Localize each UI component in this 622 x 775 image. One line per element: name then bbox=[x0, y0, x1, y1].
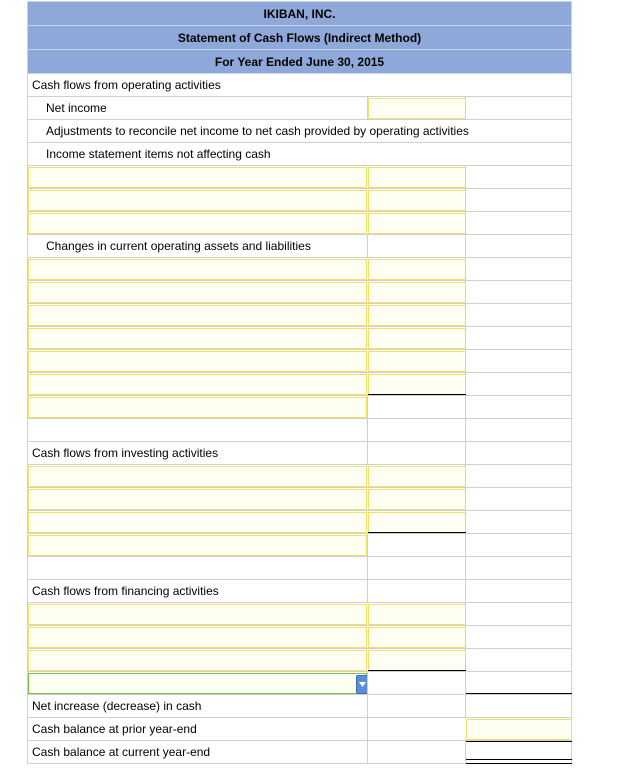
current-change-row bbox=[27, 304, 572, 327]
current-change-amount-input[interactable] bbox=[368, 259, 466, 280]
operating-spacer-row bbox=[27, 419, 572, 442]
current-change-input[interactable] bbox=[28, 328, 367, 349]
current-change-amount-input[interactable] bbox=[368, 351, 466, 372]
financing-item-amount-input[interactable] bbox=[368, 627, 466, 648]
investing-item-input[interactable] bbox=[28, 466, 367, 487]
investing-total-row bbox=[27, 534, 572, 557]
investing-spacer-row bbox=[27, 557, 572, 580]
financing-item-input[interactable] bbox=[28, 650, 367, 671]
current-change-input[interactable] bbox=[28, 282, 367, 303]
non-cash-item-input[interactable] bbox=[28, 213, 367, 234]
statement-period: For Year Ended June 30, 2015 bbox=[27, 49, 572, 74]
net-change-label: Net increase (decrease) in cash bbox=[32, 699, 202, 713]
prior-balance-amount-input[interactable] bbox=[466, 719, 572, 740]
investing-item-row bbox=[27, 511, 572, 534]
current-change-input[interactable] bbox=[28, 374, 367, 395]
investing-item-input[interactable] bbox=[28, 489, 367, 510]
current-balance-row bbox=[27, 741, 572, 764]
non-cash-heading: Income statement items not affecting cash bbox=[46, 147, 271, 161]
non-cash-item-input[interactable] bbox=[28, 167, 367, 188]
financing-item-amount-input[interactable] bbox=[368, 604, 466, 625]
financing-heading-row bbox=[27, 580, 572, 603]
financing-item-input[interactable] bbox=[28, 627, 367, 648]
non-cash-item-row bbox=[27, 189, 572, 212]
operating-heading: Cash flows from operating activities bbox=[32, 78, 221, 92]
investing-item-row bbox=[27, 465, 572, 488]
current-change-input[interactable] bbox=[28, 351, 367, 372]
financing-total-row bbox=[27, 672, 572, 695]
non-cash-item-row bbox=[27, 212, 572, 235]
current-change-row bbox=[27, 258, 572, 281]
current-change-amount-input[interactable] bbox=[368, 282, 466, 303]
investing-heading-row bbox=[27, 442, 572, 465]
financing-heading: Cash flows from financing activities bbox=[32, 584, 219, 598]
non-cash-item-amount-input[interactable] bbox=[368, 213, 466, 234]
current-change-row bbox=[27, 350, 572, 373]
investing-total-label-input[interactable] bbox=[28, 535, 367, 556]
financing-item-row bbox=[27, 603, 572, 626]
current-change-amount-input[interactable] bbox=[368, 374, 466, 395]
investing-item-amount-input[interactable] bbox=[368, 512, 466, 533]
financing-total-select[interactable] bbox=[28, 673, 367, 694]
financing-item-row bbox=[27, 649, 572, 672]
cash-flow-statement bbox=[27, 1, 572, 764]
adjustments-row bbox=[27, 120, 572, 143]
investing-item-amount-input[interactable] bbox=[368, 489, 466, 510]
company-name: IKIBAN, INC. bbox=[27, 1, 572, 25]
investing-item-amount-input[interactable] bbox=[368, 466, 466, 487]
operating-total-row bbox=[27, 396, 572, 419]
statement-title: Statement of Cash Flows (Indirect Method) bbox=[27, 25, 572, 49]
non-cash-item-amount-input[interactable] bbox=[368, 167, 466, 188]
non-cash-item-input[interactable] bbox=[28, 190, 367, 211]
chevron-down-icon bbox=[359, 682, 366, 687]
financing-item-amount-input[interactable] bbox=[368, 650, 466, 671]
current-change-amount-input[interactable] bbox=[368, 305, 466, 326]
net-change-row bbox=[27, 695, 572, 718]
current-change-row bbox=[27, 281, 572, 304]
non-cash-item-row bbox=[27, 166, 572, 189]
current-change-row bbox=[27, 327, 572, 350]
net-income-label: Net income bbox=[46, 101, 107, 115]
current-change-input[interactable] bbox=[28, 305, 367, 326]
current-change-input[interactable] bbox=[28, 259, 367, 280]
current-change-row bbox=[27, 373, 572, 396]
adjustments-label: Adjustments to reconcile net income to net cash provided by operating activities bbox=[46, 124, 469, 138]
investing-item-input[interactable] bbox=[28, 512, 367, 533]
net-income-row bbox=[27, 97, 572, 120]
current-balance-label: Cash balance at current year-end bbox=[32, 745, 211, 759]
non-cash-item-amount-input[interactable] bbox=[368, 190, 466, 211]
non-cash-heading-row bbox=[27, 143, 572, 166]
operating-total-label-input[interactable] bbox=[28, 397, 367, 418]
prior-balance-label: Cash balance at prior year-end bbox=[32, 722, 197, 736]
current-changes-heading: Changes in current operating assets and liabilities bbox=[46, 239, 311, 253]
current-changes-heading-row bbox=[27, 235, 572, 258]
current-change-amount-input[interactable] bbox=[368, 328, 466, 349]
operating-heading-row bbox=[27, 74, 572, 97]
investing-item-row bbox=[27, 488, 572, 511]
prior-balance-row bbox=[27, 718, 572, 741]
net-income-amount-input[interactable] bbox=[368, 98, 466, 119]
investing-heading: Cash flows from investing activities bbox=[32, 446, 219, 460]
financing-item-input[interactable] bbox=[28, 604, 367, 625]
financing-item-row bbox=[27, 626, 572, 649]
